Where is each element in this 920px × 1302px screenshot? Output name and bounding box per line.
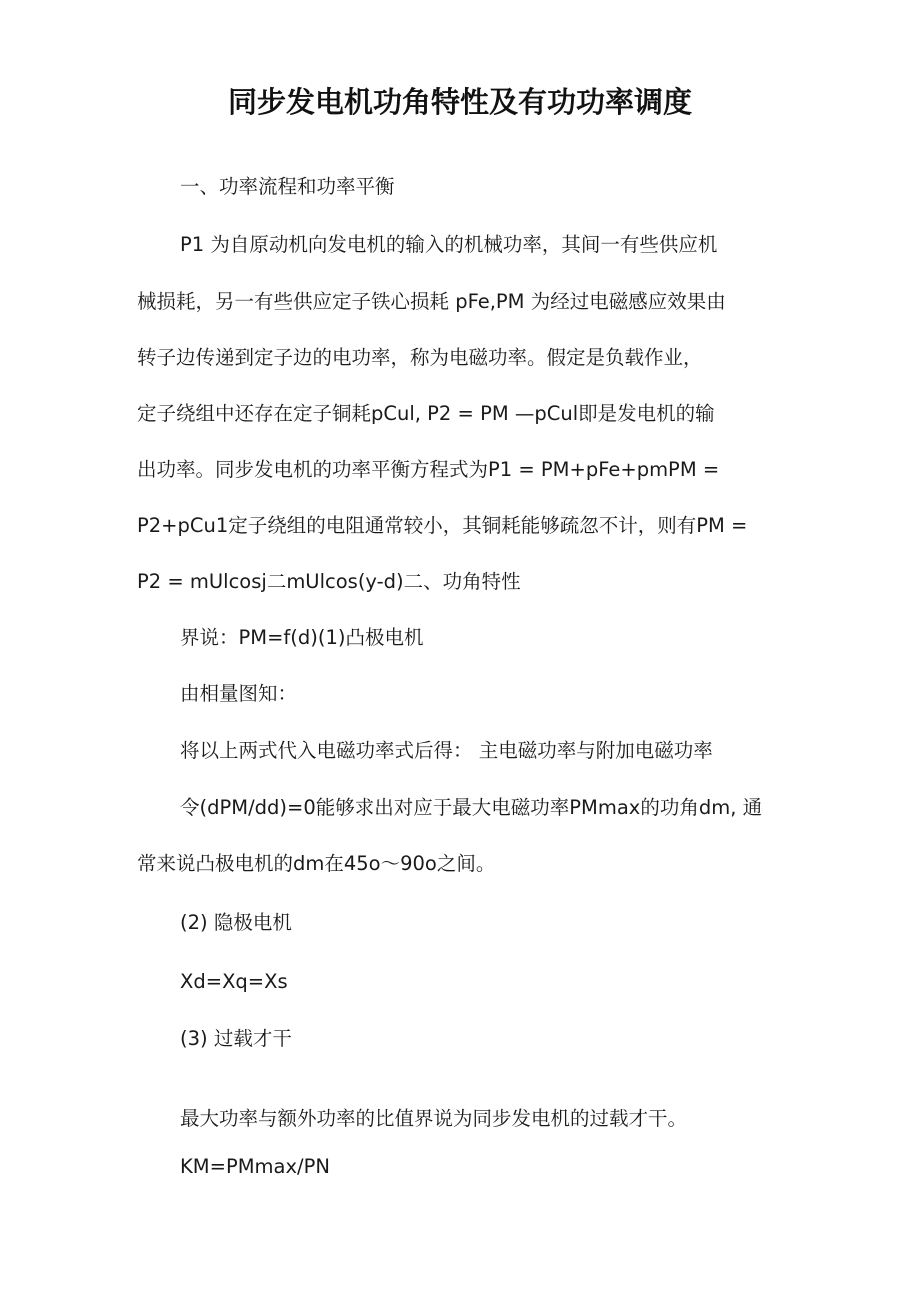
paragraph-line: 定子绕组中还存在定子铜耗pCul, P2 = PM —pCul即是发电机的输 — [137, 402, 715, 425]
paragraph-line: 出功率。同步发电机的功率平衡方程式为P1 = PM+pFe+pmPM = — [137, 458, 720, 481]
section-heading-hidden-pole: (2) 隐极电机 — [180, 911, 292, 934]
formula-line: KM=PMmax/PN — [180, 1155, 330, 1178]
paragraph-line: 由相量图知： — [180, 682, 298, 705]
paragraph-line: 最大功率与额外功率的比值界说为同步发电机的过载才干。 — [180, 1107, 688, 1130]
paragraph-line: 界说：PM=f(d)(1)凸极电机 — [180, 626, 424, 649]
paragraph-line: 转子边传递到定子边的电功率，称为电磁功率。假定是负载作业， — [137, 346, 703, 369]
formula-line: Xd=Xq=Xs — [180, 970, 288, 993]
paragraph-line: 械损耗，另一有些供应定子铁心损耗 pFe,PM 为经过电磁感应效果由 — [137, 290, 726, 313]
paragraph-line: P2 = mUlcosj二mUlcos(y-d)二、功角特性 — [137, 570, 521, 593]
paragraph-line: 将以上两式代入电磁功率式后得： 主电磁功率与附加电磁功率 — [180, 739, 713, 762]
section-heading-power-flow: 一、功率流程和功率平衡 — [180, 175, 395, 198]
paragraph-line: P1 为自原动机向发电机的输入的机械功率，其间一有些供应机 — [180, 233, 718, 256]
paragraph-line: 常来说凸极电机的dm在45o〜90o之间。 — [137, 852, 496, 875]
paragraph-line: P2+pCu1定子绕组的电阻通常较小，其铜耗能够疏忽不计，则有PM = — [137, 514, 748, 537]
paragraph-line: 令(dPM/dd)=0能够求出对应于最大电磁功率PMmax的功角dm, 通 — [180, 796, 763, 819]
page-title: 同步发电机功角特性及有功功率调度 — [227, 85, 692, 119]
section-heading-overload: (3) 过载才干 — [180, 1027, 292, 1050]
